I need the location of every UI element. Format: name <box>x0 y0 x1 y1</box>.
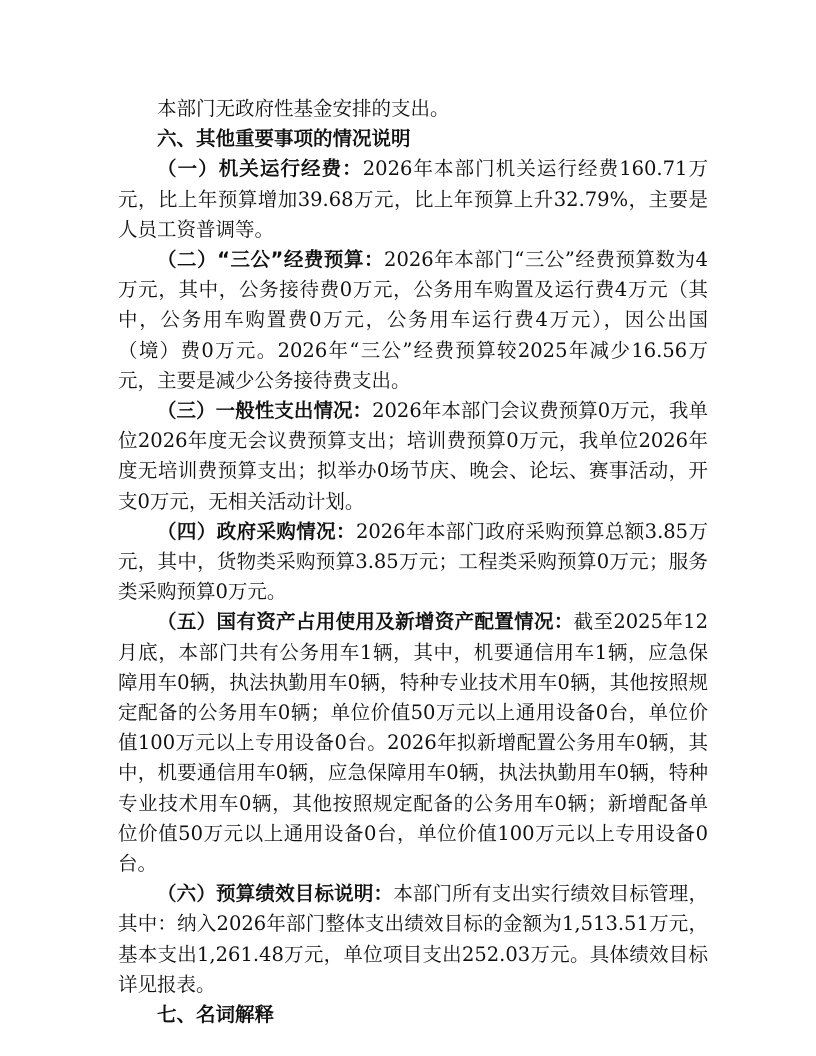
item-state-assets-lead: （五）国有资产占用使用及新增资产配置情况： <box>157 610 574 634</box>
item-general-expenses <box>118 396 708 517</box>
item-performance-targets-lead: （六）预算绩效目标说明： <box>157 882 394 906</box>
item-state-assets-body: 截至2025年12月底，本部门共有公务用车1辆，其中，机要通信用车1辆，应急保障用车0辆，执法执勤用车0辆，特种专业技术用车0辆，其他按照规定配备的公务用车0辆；单位价值50万元以上通用设备0台，单位价值100万元以上专用设备0台。2026年拟新增配置公务用车0辆，其中，机要通信用车0辆，应急保障用车0辆，执法执勤用车0辆，特种专业技术用车0辆，其他按照规定配备的公务用车0辆；新增配备单位价值50万元以上通用设备0台，单位价值100万元以上专用设备0台。 <box>118 610 708 876</box>
item-general-expenses-body: 2026年本部门会议费预算0万元，我单位2026年度无会议费预算支出；培训费预算0万元，我单位2026年度无培训费预算支出；拟举办0场节庆、晚会、论坛、赛事活动，开支0万元，无相关活动计划。 <box>118 399 708 513</box>
item-general-expenses-lead: （三）一般性支出情况： <box>157 399 373 423</box>
item-performance-targets <box>118 879 708 1000</box>
item-operating-costs-body: 2026年本部门机关运行经费160.71万元，比上年预算增加39.68万元，比上年预算上升32.79%，主要是人员工资普调等。 <box>118 157 708 241</box>
section-heading-seven: 七、名词解释 <box>157 1003 275 1027</box>
item-operating-costs <box>118 154 708 245</box>
item-state-assets <box>118 607 708 879</box>
item-government-procurement-lead: （四）政府采购情况： <box>157 519 356 543</box>
intro-paragraph <box>118 94 708 124</box>
item-operating-costs-lead: （一）机关运行经费： <box>157 157 363 181</box>
item-government-procurement-body: 2026年本部门政府采购预算总额3.85万元，其中，货物类采购预算3.85万元；工程类采购预算0万元；服务类采购预算0万元。 <box>118 519 708 604</box>
document-body <box>118 94 708 1030</box>
item-three-public-expenses-body: 2026年本部门“三公”经费预算数为4万元，其中，公务接待费0万元，公务用车购置及运行费4万元（其中，公务用车购置费0万元，公务用车运行费4万元），因公出国（境）费0万元。2026年“三公”经费预算较2025年减少16.56万元，主要是减少公务接待费支出。 <box>118 248 708 392</box>
intro-text: 本部门无政府性基金安排的支出。 <box>157 97 450 120</box>
section-heading-six: 六、其他重要事项的情况说明 <box>157 127 411 151</box>
item-three-public-expenses <box>118 245 708 396</box>
item-performance-targets-body: 本部门所有支出实行绩效目标管理，其中：纳入2026年部门整体支出绩效目标的金额为1,513.51万元，基本支出1,261.48万元，单位项目支出252.03万元。具体绩效目标详见报表。 <box>118 882 708 996</box>
item-government-procurement <box>118 517 708 608</box>
item-three-public-expenses-lead: （二）“三公”经费预算： <box>157 248 385 272</box>
